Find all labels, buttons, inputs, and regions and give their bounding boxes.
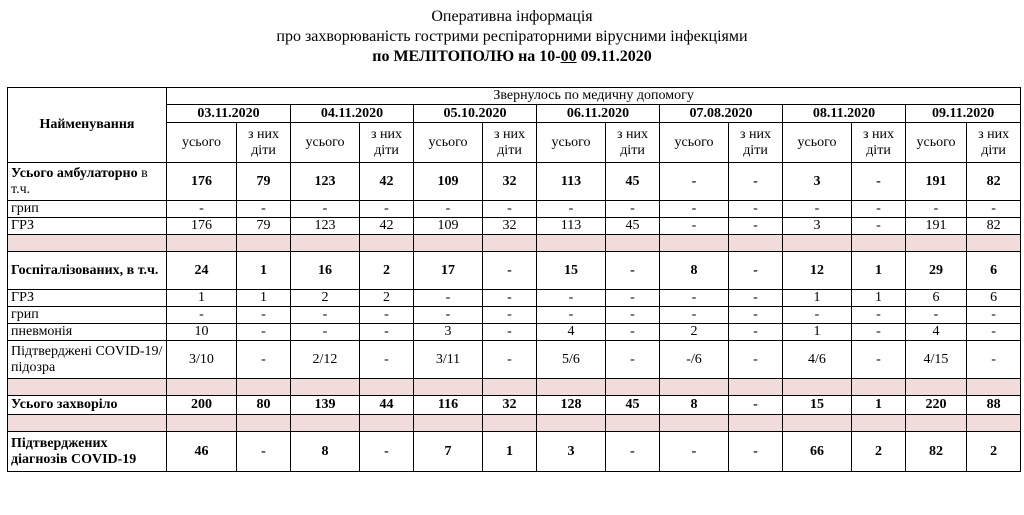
separator-cell [167,235,237,252]
separator-cell [783,415,852,432]
value-cell: 1 [167,290,237,307]
separator-cell [360,235,414,252]
separator-cell [537,235,606,252]
header-children-cell: з них діти [967,123,1021,163]
value-cell: - [291,324,360,341]
value-cell: - [291,307,360,324]
table-row-flu1 [8,201,1021,218]
value-cell: 66 [783,432,852,472]
value-cell: - [660,307,729,324]
value-cell: 24 [167,252,237,290]
separator-cell [660,415,729,432]
header-date-cell: 07.08.2020 [660,105,783,123]
value-cell: - [852,341,906,379]
value-cell: - [852,163,906,201]
value-cell: 3 [783,218,852,235]
separator-cell [483,235,537,252]
value-cell: 82 [906,432,967,472]
table-row-hosp [8,252,1021,290]
row-label-rest: в т.ч. [11,165,148,197]
value-cell: 4/15 [906,341,967,379]
value-cell: - [606,307,660,324]
value-cell: - [852,218,906,235]
value-cell: 5/6 [537,341,606,379]
separator-cell [606,235,660,252]
value-cell: 220 [906,396,967,415]
value-cell: - [783,201,852,218]
value-cell: - [852,201,906,218]
separator-cell [729,235,783,252]
value-cell: 2/12 [291,341,360,379]
value-cell: 80 [237,396,291,415]
value-cell: 191 [906,218,967,235]
value-cell: - [537,201,606,218]
separator-cell [852,235,906,252]
value-cell: - [237,432,291,472]
value-cell: 8 [660,396,729,415]
table-row-total [8,396,1021,415]
value-cell: 3/11 [414,341,483,379]
value-cell: 4 [906,324,967,341]
separator-cell [783,379,852,396]
value-cell: - [237,307,291,324]
table-row-covid [8,341,1021,379]
value-cell: - [660,201,729,218]
value-cell: 45 [606,218,660,235]
row-label: Госпіталізованих, в т.ч. [8,252,167,290]
row-label [8,163,167,201]
value-cell: 1 [237,290,291,307]
value-cell: - [906,201,967,218]
separator-cell [237,379,291,396]
row-label: Усього захворіло [8,396,167,415]
value-cell: 16 [291,252,360,290]
value-cell: - [606,201,660,218]
row-label: грип [8,201,167,218]
header-row-group [8,88,1021,105]
header-date-cell: 08.11.2020 [783,105,906,123]
title-line-3-prefix: по МЕЛІТОПОЛЮ на 10- [372,48,561,65]
header-total-cell: усього [537,123,606,163]
value-cell: - [729,324,783,341]
value-cell: 2 [360,252,414,290]
table-row-amb [8,163,1021,201]
separator-cell [660,235,729,252]
value-cell: 32 [483,396,537,415]
value-cell: 45 [606,163,660,201]
value-cell: 3 [783,163,852,201]
value-cell: 42 [360,218,414,235]
value-cell: - [237,341,291,379]
separator-cell [606,415,660,432]
value-cell: - [237,201,291,218]
header-total-cell: усього [414,123,483,163]
separator-cell [414,415,483,432]
value-cell: - [729,432,783,472]
value-cell: - [606,341,660,379]
value-cell: 200 [167,396,237,415]
value-cell: 1 [783,290,852,307]
separator-cell [729,415,783,432]
separator-cell [167,415,237,432]
separator-cell [906,379,967,396]
header-date-cell: 09.11.2020 [906,105,1021,123]
value-cell: 113 [537,163,606,201]
header-children-cell: з них діти [360,123,414,163]
title-line-2: про захворюваність гострими респіраторними вірусними інфекціями [276,28,748,45]
separator-cell [237,235,291,252]
separator-cell [967,379,1021,396]
value-cell: 123 [291,218,360,235]
value-cell: 82 [967,218,1021,235]
separator-cell [8,235,167,252]
ari-table [7,87,1021,472]
value-cell: - [237,324,291,341]
separator-cell [483,379,537,396]
value-cell: - [660,218,729,235]
value-cell: - [537,307,606,324]
value-cell: - [414,307,483,324]
header-children-cell: з них діти [606,123,660,163]
value-cell: 3 [414,324,483,341]
value-cell: 109 [414,218,483,235]
value-cell: 45 [606,396,660,415]
value-cell: - [729,218,783,235]
value-cell: - [606,324,660,341]
value-cell: 29 [906,252,967,290]
value-cell: - [483,252,537,290]
separator-cell [8,415,167,432]
value-cell: 1 [852,252,906,290]
value-cell: 116 [414,396,483,415]
header-group-cell: Звернулось по медичну допомогу [167,88,1021,105]
value-cell: 32 [483,163,537,201]
table-row-confirmed [8,432,1021,472]
value-cell: - [729,290,783,307]
value-cell: 46 [167,432,237,472]
value-cell: - [537,290,606,307]
separator-cell [852,379,906,396]
value-cell: 3 [537,432,606,472]
header-date-cell: 03.11.2020 [167,105,291,123]
header-total-cell: усього [291,123,360,163]
value-cell: - [414,290,483,307]
value-cell: 191 [906,163,967,201]
separator-cell [360,415,414,432]
value-cell: - [360,201,414,218]
separator-cell [291,379,360,396]
header-date-cell: 04.11.2020 [291,105,414,123]
value-cell: 88 [967,396,1021,415]
separator-cell [360,379,414,396]
title-line-3-date: 09.11.2020 [576,48,652,65]
value-cell: 2 [967,432,1021,472]
value-cell: - [167,307,237,324]
separator-row [8,415,1021,432]
separator-cell [906,235,967,252]
separator-cell [967,415,1021,432]
value-cell: - [906,307,967,324]
row-label: грип [8,307,167,324]
table-row-grz2 [8,290,1021,307]
value-cell: 109 [414,163,483,201]
value-cell: -/6 [660,341,729,379]
value-cell: - [483,307,537,324]
value-cell: - [606,252,660,290]
row-label: ГРЗ [8,290,167,307]
value-cell: 113 [537,218,606,235]
value-cell: 1 [783,324,852,341]
row-label: пневмонія [8,324,167,341]
separator-cell [291,415,360,432]
header-total-cell: усього [783,123,852,163]
header-total-cell: усього [660,123,729,163]
header-total-cell: усього [167,123,237,163]
header-date-cell: 05.10.2020 [414,105,537,123]
header-children-cell: з них діти [852,123,906,163]
value-cell: 8 [291,432,360,472]
separator-cell [8,379,167,396]
value-cell: 176 [167,218,237,235]
separator-cell [660,379,729,396]
header-name-cell: Найменування [8,88,167,163]
value-cell: 6 [906,290,967,307]
separator-cell [906,415,967,432]
value-cell: - [729,163,783,201]
value-cell: - [967,324,1021,341]
separator-cell [967,235,1021,252]
header-children-cell: з них діти [237,123,291,163]
value-cell: 4/6 [783,341,852,379]
value-cell: - [483,324,537,341]
value-cell: 42 [360,163,414,201]
value-cell: 15 [537,252,606,290]
value-cell: 1 [237,252,291,290]
table-row-flu2 [8,307,1021,324]
value-cell: 139 [291,396,360,415]
value-cell: - [660,432,729,472]
value-cell: 1 [852,290,906,307]
header-children-cell: з них діти [729,123,783,163]
value-cell: 32 [483,218,537,235]
value-cell: 17 [414,252,483,290]
value-cell: - [852,307,906,324]
value-cell: 2 [660,324,729,341]
value-cell: - [483,290,537,307]
value-cell: - [967,341,1021,379]
value-cell: - [167,201,237,218]
row-label: ГРЗ [8,218,167,235]
value-cell: - [414,201,483,218]
value-cell: - [360,432,414,472]
separator-cell [537,379,606,396]
title-line-1: Оперативна інформація [431,8,593,25]
separator-cell [606,379,660,396]
separator-row [8,235,1021,252]
value-cell: 2 [291,290,360,307]
separator-cell [783,235,852,252]
value-cell: - [729,307,783,324]
value-cell: 123 [291,163,360,201]
separator-cell [237,415,291,432]
value-cell: - [291,201,360,218]
value-cell: 7 [414,432,483,472]
header-date-cell: 06.11.2020 [537,105,660,123]
separator-cell [167,379,237,396]
value-cell: 82 [967,163,1021,201]
value-cell: 176 [167,163,237,201]
table-row-grz1 [8,218,1021,235]
value-cell: 4 [537,324,606,341]
table-row-pneu [8,324,1021,341]
value-cell: - [729,396,783,415]
row-label-bold: Усього амбулаторно [11,165,138,181]
value-cell: 6 [967,290,1021,307]
value-cell: - [967,201,1021,218]
separator-row [8,379,1021,396]
value-cell: - [483,201,537,218]
value-cell: - [852,324,906,341]
title-line-3 [0,47,1024,67]
value-cell: - [729,201,783,218]
separator-cell [537,415,606,432]
header-children-cell: з них діти [483,123,537,163]
value-cell: 8 [660,252,729,290]
row-label: Підтверджених діагнозів COVID-19 [8,432,167,472]
header-total-cell: усього [906,123,967,163]
value-cell: 1 [483,432,537,472]
value-cell: 1 [852,396,906,415]
value-cell: 3/10 [167,341,237,379]
value-cell: 44 [360,396,414,415]
value-cell: - [360,341,414,379]
value-cell: 79 [237,218,291,235]
title-line-3-hour: 00 [560,48,577,65]
value-cell: 10 [167,324,237,341]
separator-cell [414,379,483,396]
value-cell: - [729,341,783,379]
value-cell: - [660,290,729,307]
separator-cell [291,235,360,252]
value-cell: - [660,163,729,201]
value-cell: 12 [783,252,852,290]
separator-cell [729,379,783,396]
separator-cell [483,415,537,432]
value-cell: - [360,307,414,324]
value-cell: - [606,290,660,307]
row-label: Підтверджені COVID-19/підозра [8,341,167,379]
value-cell: 6 [967,252,1021,290]
value-cell: 15 [783,396,852,415]
value-cell: - [606,432,660,472]
value-cell: 128 [537,396,606,415]
separator-cell [414,235,483,252]
separator-cell [852,415,906,432]
value-cell: - [729,252,783,290]
value-cell: 2 [852,432,906,472]
value-cell: - [483,341,537,379]
report-title [0,0,1024,67]
value-cell: - [783,307,852,324]
value-cell: - [967,307,1021,324]
value-cell: - [360,324,414,341]
value-cell: 79 [237,163,291,201]
value-cell: 2 [360,290,414,307]
